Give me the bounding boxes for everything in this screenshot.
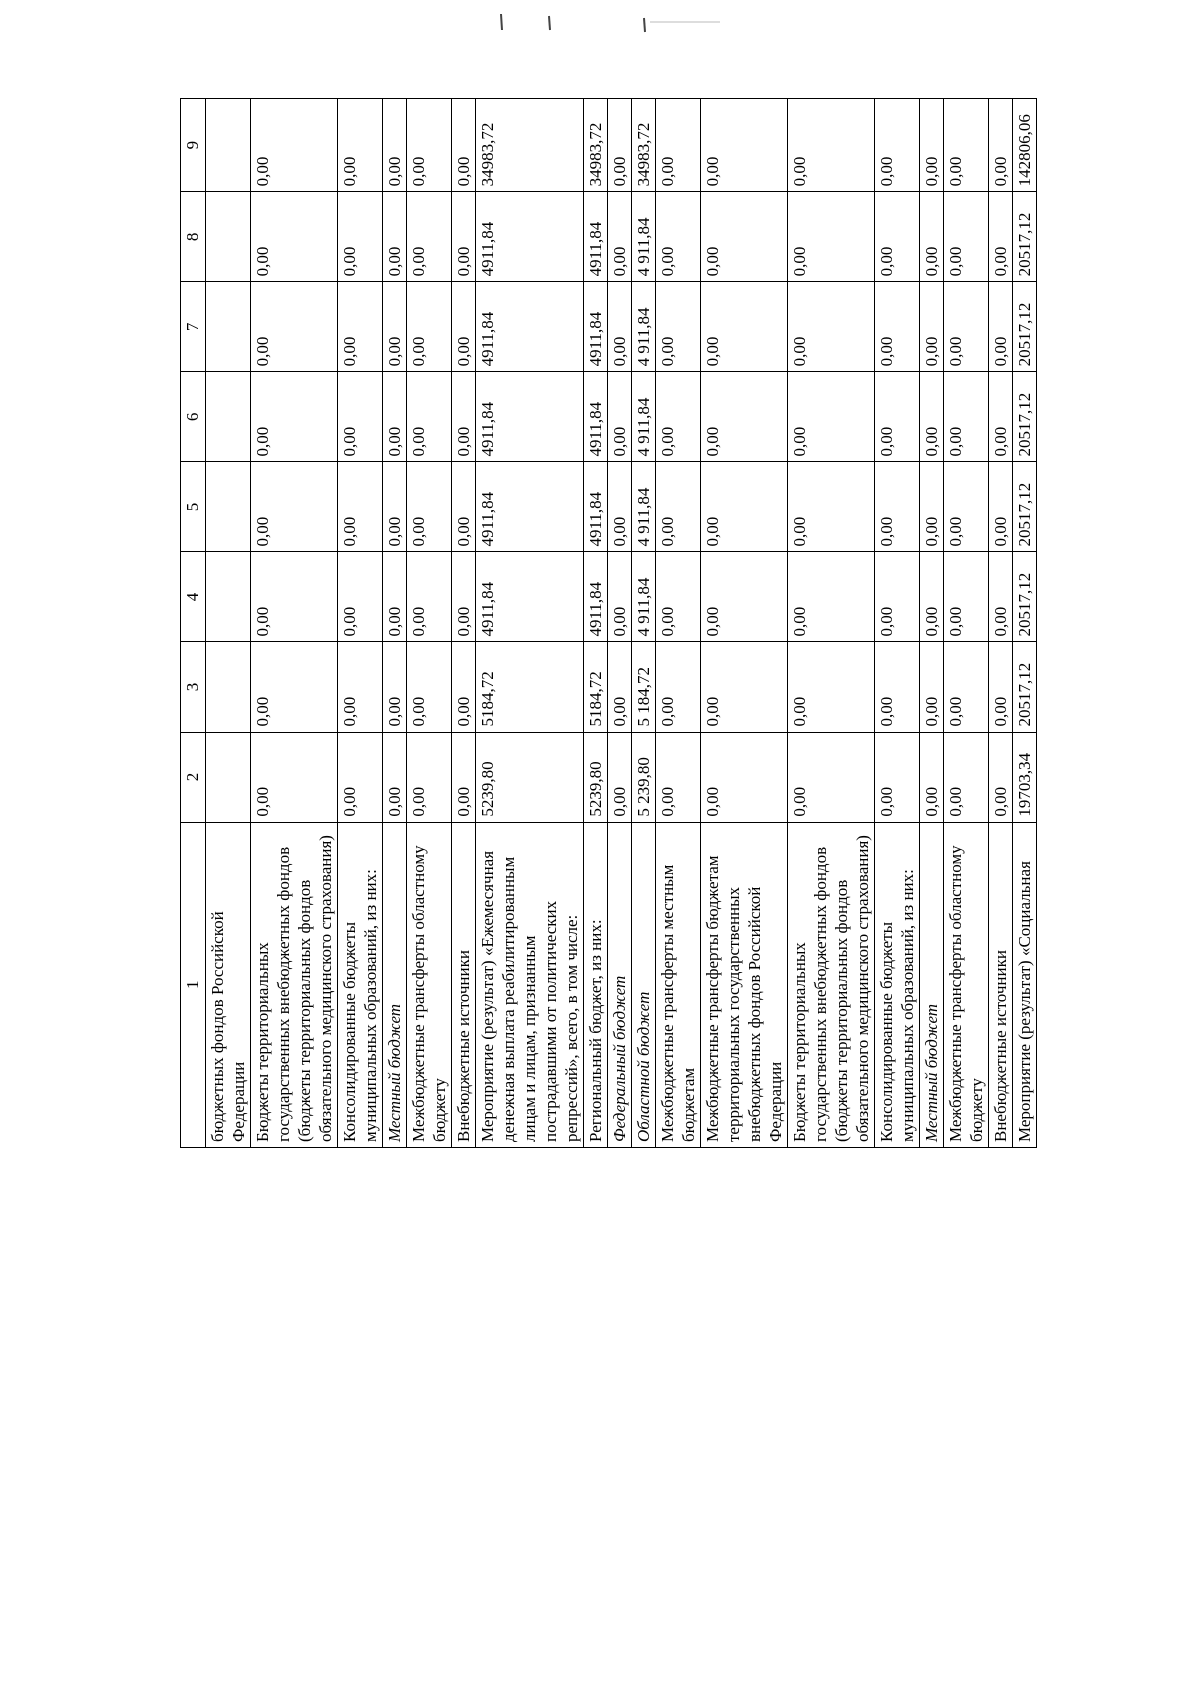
cell-col-7: 0,00 xyxy=(251,282,338,372)
row-label: Межбюджетные трансферты местным бюджетам xyxy=(656,822,701,1147)
table-row xyxy=(476,99,584,1148)
cell-col-5: 0,00 xyxy=(383,462,407,552)
cell-col-2: 0,00 xyxy=(383,732,407,822)
cell-col-3: 0,00 xyxy=(788,642,875,732)
cell-col-8: 4 911,84 xyxy=(632,192,656,282)
cell-col-7: 0,00 xyxy=(656,282,701,372)
column-header-9: 9 xyxy=(181,99,206,192)
cell-col-7: 0,00 xyxy=(788,282,875,372)
cell-col-5: 0,00 xyxy=(338,462,383,552)
table-row xyxy=(1013,99,1037,1148)
cell-col-3: 5184,72 xyxy=(476,642,584,732)
cell-col-8: 0,00 xyxy=(875,192,920,282)
cell-col-2: 19703,34 xyxy=(1013,732,1037,822)
column-header-7: 7 xyxy=(181,282,206,372)
cell-col-4 xyxy=(206,552,251,642)
cell-col-6: 0,00 xyxy=(452,372,476,462)
cell-col-9: 0,00 xyxy=(338,99,383,192)
cell-col-6: 0,00 xyxy=(989,372,1013,462)
cell-col-4: 0,00 xyxy=(701,552,788,642)
cell-col-9: 0,00 xyxy=(251,99,338,192)
cell-col-2: 0,00 xyxy=(407,732,452,822)
row-label: Внебюджетные источники xyxy=(452,822,476,1147)
cell-col-2: 5 239,80 xyxy=(632,732,656,822)
cell-col-6: 0,00 xyxy=(788,372,875,462)
cell-col-5: 0,00 xyxy=(251,462,338,552)
cell-col-8: 0,00 xyxy=(251,192,338,282)
cell-col-6: 0,00 xyxy=(875,372,920,462)
cell-col-6: 0,00 xyxy=(944,372,989,462)
cell-col-3: 0,00 xyxy=(251,642,338,732)
column-header-1: 1 xyxy=(181,822,206,1147)
cell-col-9: 34983,72 xyxy=(476,99,584,192)
table-row xyxy=(632,99,656,1148)
cell-col-9 xyxy=(206,99,251,192)
cell-col-7: 4 911,84 xyxy=(632,282,656,372)
cell-col-5: 4911,84 xyxy=(584,462,608,552)
cell-col-8: 0,00 xyxy=(944,192,989,282)
table-row xyxy=(701,99,788,1148)
column-header-6: 6 xyxy=(181,372,206,462)
row-label: Федеральный бюджет xyxy=(608,822,632,1147)
row-label: Местный бюджет xyxy=(383,822,407,1147)
cell-col-7: 0,00 xyxy=(920,282,944,372)
cell-col-3: 0,00 xyxy=(407,642,452,732)
cell-col-3: 0,00 xyxy=(656,642,701,732)
cell-col-5: 0,00 xyxy=(452,462,476,552)
row-label: Межбюджетные трансферты областному бюджету xyxy=(944,822,989,1147)
cell-col-7: 20517,12 xyxy=(1013,282,1037,372)
header-row xyxy=(181,99,206,1148)
column-header-5: 5 xyxy=(181,462,206,552)
cell-col-9: 0,00 xyxy=(920,99,944,192)
cell-col-4: 4 911,84 xyxy=(632,552,656,642)
cell-col-5: 0,00 xyxy=(407,462,452,552)
cell-col-9: 34983,72 xyxy=(632,99,656,192)
column-header-4: 4 xyxy=(181,552,206,642)
cell-col-8: 20517,12 xyxy=(1013,192,1037,282)
cell-col-6: 4 911,84 xyxy=(632,372,656,462)
cell-col-2: 0,00 xyxy=(251,732,338,822)
row-label: Консолидированные бюджеты муниципальных образований, из них: xyxy=(875,822,920,1147)
scan-artifacts xyxy=(0,0,1200,110)
cell-col-7 xyxy=(206,282,251,372)
row-label: Бюджеты территориальных государственных внебюджетных фондов (бюджеты территориальных фондов обязательного медицинского страхования) xyxy=(788,822,875,1147)
cell-col-2: 0,00 xyxy=(338,732,383,822)
row-label: Бюджеты территориальных государственных внебюджетных фондов (бюджеты территориальных фондов обязательного медицинского страхования) xyxy=(251,822,338,1147)
cell-col-4: 0,00 xyxy=(989,552,1013,642)
cell-col-8: 0,00 xyxy=(338,192,383,282)
cell-col-8: 0,00 xyxy=(407,192,452,282)
cell-col-9: 0,00 xyxy=(989,99,1013,192)
cell-col-6: 20517,12 xyxy=(1013,372,1037,462)
cell-col-4: 0,00 xyxy=(788,552,875,642)
cell-col-4: 4911,84 xyxy=(584,552,608,642)
cell-col-3: 0,00 xyxy=(989,642,1013,732)
table-body xyxy=(206,99,1037,1148)
cell-col-2: 0,00 xyxy=(944,732,989,822)
column-header-3: 3 xyxy=(181,642,206,732)
cell-col-6: 0,00 xyxy=(701,372,788,462)
cell-col-5: 0,00 xyxy=(920,462,944,552)
row-label: Мероприятие (результат) «Социальная xyxy=(1013,822,1037,1147)
cell-col-2: 0,00 xyxy=(608,732,632,822)
cell-col-8: 0,00 xyxy=(788,192,875,282)
column-header-2: 2 xyxy=(181,732,206,822)
cell-col-9: 142806,06 xyxy=(1013,99,1037,192)
table-row xyxy=(407,99,452,1148)
row-label: Местный бюджет xyxy=(920,822,944,1147)
cell-col-8: 4911,84 xyxy=(476,192,584,282)
cell-col-7: 4911,84 xyxy=(476,282,584,372)
cell-col-4: 0,00 xyxy=(407,552,452,642)
table-row xyxy=(875,99,920,1148)
rotated-page xyxy=(180,98,1080,1148)
cell-col-4: 0,00 xyxy=(608,552,632,642)
cell-col-3: 0,00 xyxy=(383,642,407,732)
cell-col-2: 5239,80 xyxy=(476,732,584,822)
cell-col-4: 0,00 xyxy=(251,552,338,642)
cell-col-6: 0,00 xyxy=(656,372,701,462)
cell-col-5: 4911,84 xyxy=(476,462,584,552)
row-label: Межбюджетные трансферты бюджетам территориальных государственных внебюджетных фондов Российской Федерации xyxy=(701,822,788,1147)
cell-col-3: 20517,12 xyxy=(1013,642,1037,732)
cell-col-6: 0,00 xyxy=(338,372,383,462)
cell-col-5: 4 911,84 xyxy=(632,462,656,552)
table-row xyxy=(656,99,701,1148)
cell-col-2: 0,00 xyxy=(701,732,788,822)
table-row xyxy=(206,99,251,1148)
cell-col-8 xyxy=(206,192,251,282)
table-row xyxy=(989,99,1013,1148)
cell-col-3: 0,00 xyxy=(608,642,632,732)
cell-col-7: 0,00 xyxy=(338,282,383,372)
cell-col-8: 0,00 xyxy=(383,192,407,282)
cell-col-8: 0,00 xyxy=(989,192,1013,282)
cell-col-8: 0,00 xyxy=(701,192,788,282)
column-header-8: 8 xyxy=(181,192,206,282)
cell-col-6: 0,00 xyxy=(251,372,338,462)
cell-col-7: 0,00 xyxy=(452,282,476,372)
cell-col-7: 0,00 xyxy=(701,282,788,372)
cell-col-7: 0,00 xyxy=(989,282,1013,372)
cell-col-8: 0,00 xyxy=(452,192,476,282)
cell-col-6: 4911,84 xyxy=(584,372,608,462)
cell-col-5: 0,00 xyxy=(701,462,788,552)
cell-col-3: 5 184,72 xyxy=(632,642,656,732)
table-row xyxy=(944,99,989,1148)
cell-col-9: 0,00 xyxy=(875,99,920,192)
cell-col-8: 0,00 xyxy=(608,192,632,282)
table-row xyxy=(584,99,608,1148)
row-label: Мероприятие (результат) «Ежемесячная денежная выплата реабилитированным лицам и лицам, признанным пострадавшими от политических репрессий», всего, в том числе: xyxy=(476,822,584,1147)
cell-col-3: 0,00 xyxy=(338,642,383,732)
cell-col-2: 0,00 xyxy=(788,732,875,822)
cell-col-4: 0,00 xyxy=(944,552,989,642)
cell-col-7: 4911,84 xyxy=(584,282,608,372)
cell-col-2 xyxy=(206,732,251,822)
cell-col-6: 4911,84 xyxy=(476,372,584,462)
cell-col-3: 0,00 xyxy=(875,642,920,732)
cell-col-6: 0,00 xyxy=(383,372,407,462)
row-label: Региональный бюджет, из них: xyxy=(584,822,608,1147)
cell-col-9: 0,00 xyxy=(383,99,407,192)
cell-col-2: 0,00 xyxy=(989,732,1013,822)
table-row xyxy=(251,99,338,1148)
cell-col-9: 0,00 xyxy=(944,99,989,192)
cell-col-6: 0,00 xyxy=(608,372,632,462)
cell-col-7: 0,00 xyxy=(407,282,452,372)
cell-col-3: 0,00 xyxy=(452,642,476,732)
cell-col-3: 5184,72 xyxy=(584,642,608,732)
cell-col-7: 0,00 xyxy=(608,282,632,372)
cell-col-3: 0,00 xyxy=(920,642,944,732)
cell-col-5: 0,00 xyxy=(608,462,632,552)
table-row xyxy=(608,99,632,1148)
cell-col-7: 0,00 xyxy=(944,282,989,372)
cell-col-9: 0,00 xyxy=(656,99,701,192)
cell-col-9: 34983,72 xyxy=(584,99,608,192)
cell-col-5: 0,00 xyxy=(656,462,701,552)
cell-col-9: 0,00 xyxy=(608,99,632,192)
cell-col-5: 0,00 xyxy=(788,462,875,552)
cell-col-4: 4911,84 xyxy=(476,552,584,642)
cell-col-6: 0,00 xyxy=(920,372,944,462)
cell-col-9: 0,00 xyxy=(407,99,452,192)
cell-col-4: 0,00 xyxy=(338,552,383,642)
table-row xyxy=(452,99,476,1148)
cell-col-8: 0,00 xyxy=(920,192,944,282)
cell-col-4: 0,00 xyxy=(383,552,407,642)
cell-col-7: 0,00 xyxy=(383,282,407,372)
table-row xyxy=(338,99,383,1148)
cell-col-9: 0,00 xyxy=(788,99,875,192)
row-label: бюджетных фондов Российской Федерации xyxy=(206,822,251,1147)
cell-col-2: 0,00 xyxy=(875,732,920,822)
table-row xyxy=(383,99,407,1148)
cell-col-9: 0,00 xyxy=(701,99,788,192)
cell-col-5 xyxy=(206,462,251,552)
cell-col-2: 0,00 xyxy=(452,732,476,822)
cell-col-4: 0,00 xyxy=(656,552,701,642)
cell-col-5: 0,00 xyxy=(944,462,989,552)
cell-col-2: 5239,80 xyxy=(584,732,608,822)
table-row xyxy=(920,99,944,1148)
cell-col-3 xyxy=(206,642,251,732)
row-label: Консолидированные бюджеты муниципальных образований, из них: xyxy=(338,822,383,1147)
row-label: Внебюджетные источники xyxy=(989,822,1013,1147)
cell-col-9: 0,00 xyxy=(452,99,476,192)
cell-col-4: 0,00 xyxy=(875,552,920,642)
cell-col-6 xyxy=(206,372,251,462)
cell-col-5: 20517,12 xyxy=(1013,462,1037,552)
cell-col-7: 0,00 xyxy=(875,282,920,372)
cell-col-8: 0,00 xyxy=(656,192,701,282)
cell-col-4: 0,00 xyxy=(920,552,944,642)
row-label: Областной бюджет xyxy=(632,822,656,1147)
cell-col-5: 0,00 xyxy=(875,462,920,552)
cell-col-3: 0,00 xyxy=(701,642,788,732)
cell-col-8: 4911,84 xyxy=(584,192,608,282)
cell-col-2: 0,00 xyxy=(656,732,701,822)
table-row xyxy=(788,99,875,1148)
cell-col-4: 20517,12 xyxy=(1013,552,1037,642)
cell-col-2: 0,00 xyxy=(920,732,944,822)
cell-col-4: 0,00 xyxy=(452,552,476,642)
cell-col-6: 0,00 xyxy=(407,372,452,462)
cell-col-3: 0,00 xyxy=(944,642,989,732)
cell-col-5: 0,00 xyxy=(989,462,1013,552)
budget-table xyxy=(180,98,1037,1148)
row-label: Межбюджетные трансферты областному бюджету xyxy=(407,822,452,1147)
